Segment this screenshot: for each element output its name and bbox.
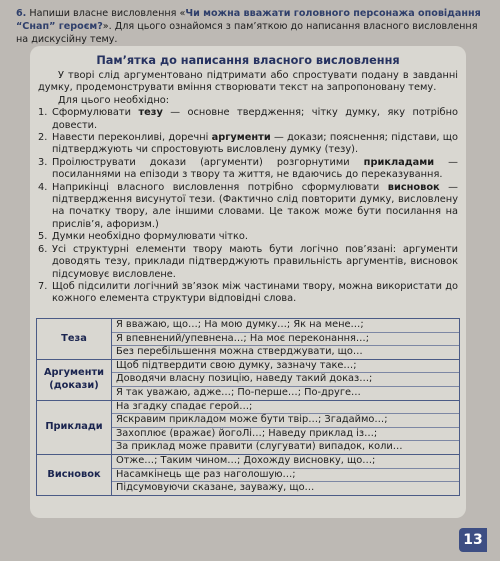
memo-point: 1. Сформулювати тезу — основне твердження; чітку думку, яку потрібно довести. [38,107,458,131]
row-phrases: На згадку спадає герой…; Яскравим прикладом може бути твір…; Згадаймо…; Захоплює (вражає) йогоЛі…; Наведу приклад із…; За приклад може правити (слугувати) випадок, коли… [112,400,460,454]
structure-table [36,318,460,496]
memo-intro2: Для цього необхідно: [58,94,170,106]
memo-intro: У творі слід аргументовано підтримати або спростувати подану в завданні думку, продемонструвати вміння створювати текст на запропоновану тему. [38,70,458,94]
table-row [37,454,460,495]
memo-point: 5. Думки необхідно формулювати чітко. [38,231,249,243]
row-head: Аргументи (докази) [37,359,112,400]
row-head: Висновок [37,454,112,495]
row-head: Теза [37,319,112,360]
row-phrases: Щоб підтвердити свою думку, зазначу таке…; Доводячи власну позицію, наведу такий доказ…; Я так уважаю, адже…; По-перше…; По-друге… [112,359,460,400]
memo-point: 7. Щоб підсилити логічний зв’язок між частинами твору, можна використати до кожного елемента структури відповідні слова. [38,280,458,305]
page-number: 13 [459,528,487,552]
task-before: Напиши власне висловлення « [29,8,186,19]
memo-point: 3. Проілюструвати докази (аргументи) розгорнутими прикладами — посиланнями на епізоди з твору та життя, не вдаючись до переказування. [38,156,458,181]
task-after: ». Для цього ознайомся з пам’яткою до написання власного висловлення на дискусійну тему. [16,21,478,45]
memo-point: 6. Усі структурні елементи твору мають бути логічно пов’язані: аргументи доводять тезу, приклади підтверджують правильність аргументів, висновок підсумовує висловлене. [38,243,458,280]
task-question: Чи можна вважати головного персонажа оповідання “Снап” героєм? [16,8,481,32]
memo-title: Пам’ятка до написання власного висловлення [96,54,400,67]
task-text [16,7,484,46]
table-row [37,319,460,360]
table-row [37,400,460,454]
memo-point: 4. Наприкінці власного висловлення потрібно сформулювати висновок — підтвердження висунутої тези. (Фактично слід повторити думку, висловлену на початку твору, але іншими словами. Це також може бути посилання на прислів’я, афоризм.) [38,181,458,230]
memo-points [38,107,458,306]
row-head: Приклади [37,400,112,454]
memo-point: 2. Навести переконливі, доречні аргументи — докази; пояснення; підстави, що підтверджують чи спростовують висловлену думку (тезу). [38,132,458,156]
memo-body [38,70,458,306]
row-phrases: Отже…; Таким чином…; Дохожду висновку, що…; Насамкінець ще раз наголошую…; Підсумовуючи сказане, зауважу, що… [112,454,460,495]
row-phrases: Я вважаю, що…; На мою думку…; Як на мене…; Я впевнений/упевнена…; На моє переконання…; Без перебільшення можна стверджувати, що… [112,319,460,360]
task-number: 6. [16,8,27,19]
table-row [37,359,460,400]
memo-box [30,46,466,518]
